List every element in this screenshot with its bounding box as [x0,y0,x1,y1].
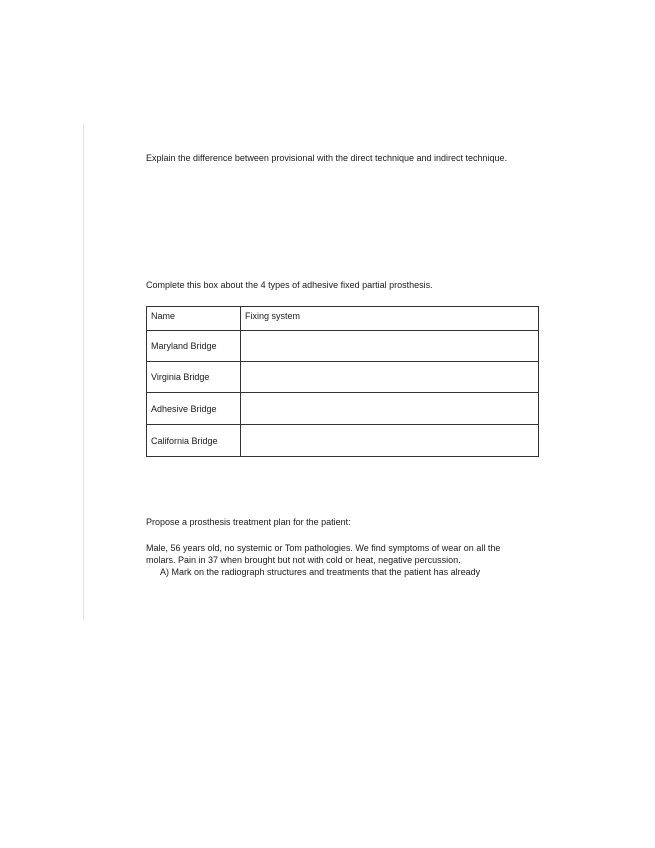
table-row [147,393,539,425]
table-row [147,425,539,457]
cell-fixing-system[interactable] [241,362,539,393]
case-item-a: A) Mark on the radiograph structures and treatments that the patient has already [160,567,481,577]
case-line: molars. Pain in 37 when brought but not with cold or heat, negative percussion. [146,555,461,565]
cell-fixing-system[interactable] [241,331,539,362]
cell-name: California Bridge [147,425,241,457]
question-adhesive-prosthesis: Complete this box about the 4 types of adhesive fixed partial prosthesis. [146,280,433,290]
header-name: Name [147,307,241,331]
table-row [147,331,539,362]
table-row [147,362,539,393]
cell-name: Maryland Bridge [147,331,241,362]
cell-name: Virginia Bridge [147,362,241,393]
question-provisional-technique: Explain the difference between provisional with the direct technique and indirect technique. [146,153,508,163]
header-fixing-system: Fixing system [241,307,539,331]
patient-case-description [146,542,538,578]
cell-fixing-system[interactable] [241,425,539,457]
page-margin-line [83,124,84,620]
adhesive-prosthesis-table [146,306,539,457]
case-line: Male, 56 years old, no systemic or Tom pathologies. We find symptoms of wear on all the [146,543,501,553]
question-treatment-plan: Propose a prosthesis treatment plan for the patient: [146,517,351,527]
cell-name: Adhesive Bridge [147,393,241,425]
cell-fixing-system[interactable] [241,393,539,425]
table-header-row [147,307,539,331]
